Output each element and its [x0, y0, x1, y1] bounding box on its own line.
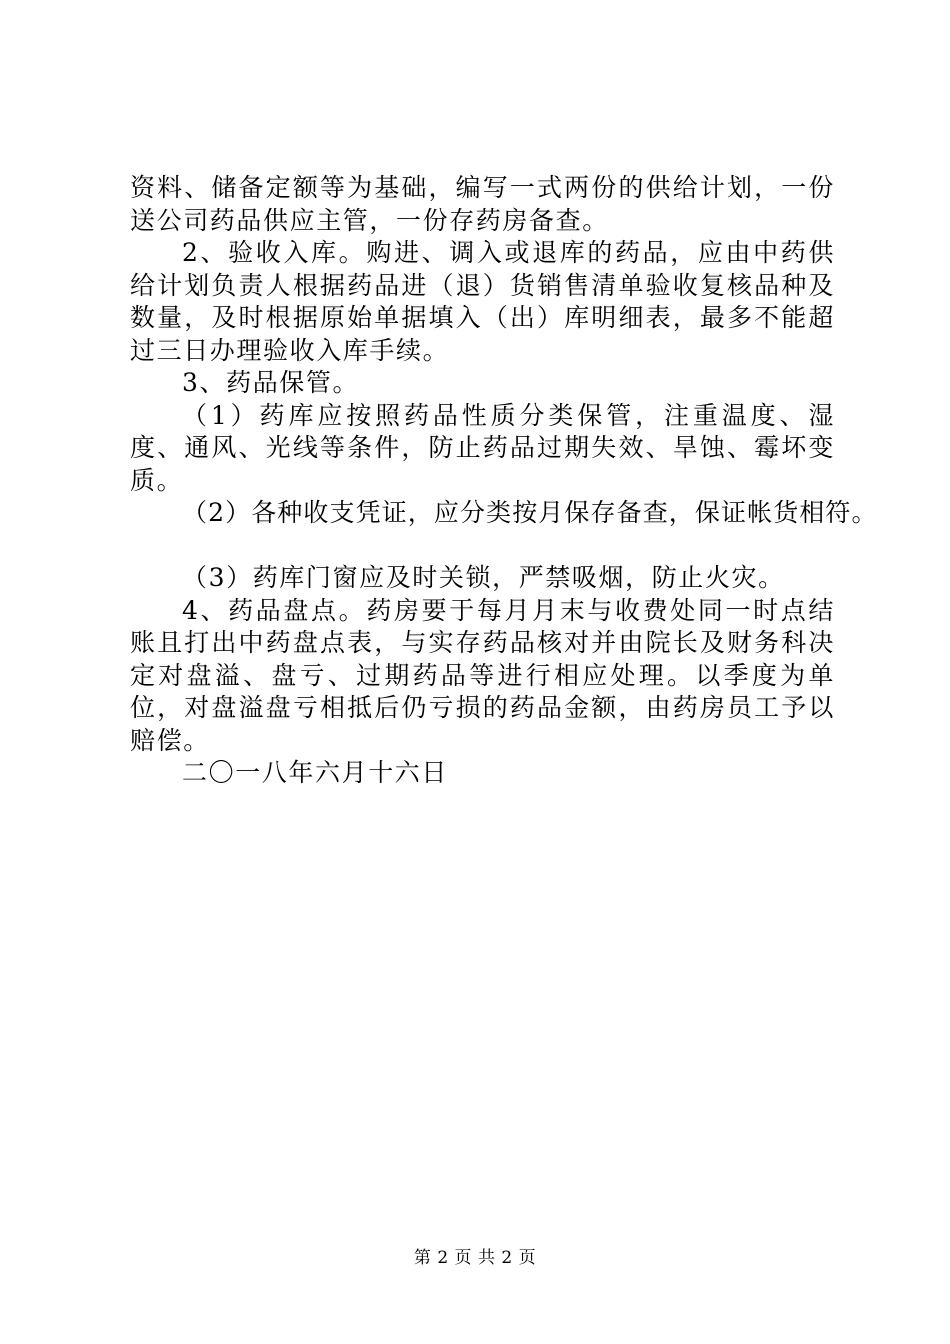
- paragraph-storage-item-3: （3）药库门窗应及时关锁，严禁吸烟，防止火灾。: [182, 563, 785, 592]
- paragraph-acceptance: 2、验收入库。购进、调入或退库的药品，应由中药供给计划负责人根据药品进（退）货销售清单验收复核品种及数量，及时根据原始单据填入（出）库明细表，最多不能超过三日办理验收入库手续。: [130, 238, 835, 365]
- paragraph-inventory: 4、药品盘点。药房要于每月月末与收费处同一时点结账且打出中药盘点表，与实存药品核对并由院长及财务科决定对盘溢、盘亏、过期药品等进行相应处理。以季度为单位，对盘溢盘亏相抵后仍亏损的药品金额，由药房员工予以赔偿。: [130, 595, 835, 755]
- paragraph-storage-heading: 3、药品保管。: [182, 368, 360, 397]
- paragraph-continuation: 资料、储备定额等为基础，编写一式两份的供给计划，一份送公司药品供应主管，一份存药房备查。: [130, 173, 835, 235]
- document-body: [130, 172, 878, 790]
- paragraph-storage-item-1: （1）药库应按照药品性质分类保管，注重温度、湿度、通风、光线等条件，防止药品过期失效、旱蚀、霉坏变质。: [130, 400, 835, 495]
- blank-line: [130, 530, 835, 563]
- paragraph-storage-item-2: （2）各种收支凭证，应分类按月保存备查，保证帐货相符。: [182, 498, 878, 527]
- document-date: 二〇一八年六月十六日: [182, 758, 449, 787]
- page-footer: 第 2 页 共 2 页: [413, 1248, 537, 1268]
